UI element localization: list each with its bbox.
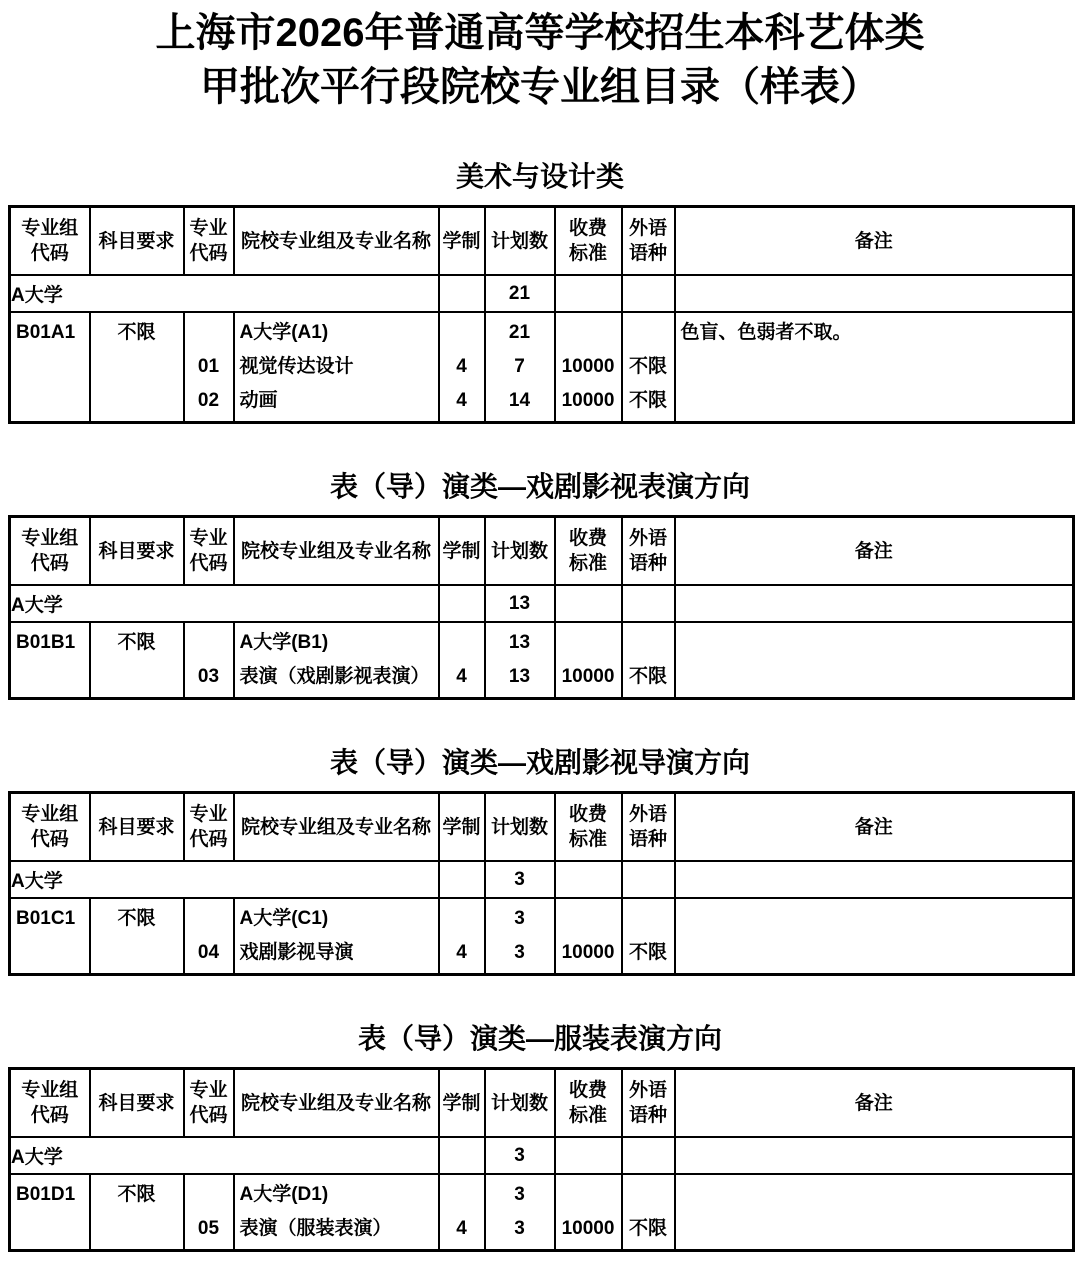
- document-title: [0, 6, 1080, 114]
- header-language: 外语 语种: [622, 1069, 675, 1138]
- duration-text: 4: [456, 1218, 467, 1239]
- major-code-text: 03: [197, 666, 220, 687]
- header-plan-count: 计划数: [485, 517, 555, 586]
- language-cell: [622, 898, 675, 975]
- plan-count-text: 13: [508, 632, 531, 653]
- plan-count-text: 3: [514, 942, 525, 963]
- language-text: [623, 1178, 674, 1212]
- major-code-text: [185, 626, 233, 660]
- header-language: 外语 语种: [622, 517, 675, 586]
- group-row: [10, 898, 1074, 975]
- language-cell: [622, 585, 675, 622]
- major-name-text: A大学(C1): [239, 908, 329, 929]
- duration-text: [440, 1178, 484, 1212]
- language-text: 不限: [628, 356, 667, 377]
- fee-cell: [555, 312, 622, 423]
- subject-requirement-cell: [90, 898, 184, 975]
- header-subject-requirement: 科目要求: [90, 1069, 184, 1138]
- duration-cell: [439, 622, 485, 699]
- table-header-row: [10, 517, 1074, 586]
- major-name-cell: [234, 622, 439, 699]
- major-name-text: A大学(A1): [239, 322, 329, 343]
- plan-count-cell: [485, 1174, 555, 1251]
- plan-count-text: 3: [514, 908, 525, 929]
- header-language: 外语 语种: [622, 207, 675, 276]
- major-name-text: 表演（戏剧影视表演）: [239, 666, 430, 687]
- remark-cell: [675, 898, 1074, 975]
- table-header-row: [10, 1069, 1074, 1138]
- group-row: [10, 622, 1074, 699]
- major-code-text: [185, 902, 233, 936]
- duration-cell: [439, 861, 485, 898]
- major-name-text: A大学(D1): [239, 1184, 329, 1205]
- fee-text: [556, 1178, 621, 1212]
- section-drama-performance: [0, 472, 1080, 700]
- header-subject-requirement: 科目要求: [90, 207, 184, 276]
- school-plan-cell: 21: [485, 275, 555, 312]
- group-row: [10, 1174, 1074, 1251]
- header-major-name: 院校专业组及专业名称: [234, 207, 439, 276]
- plan-count-text: 3: [514, 1184, 525, 1205]
- header-plan-count: 计划数: [485, 1069, 555, 1138]
- group-row: [10, 312, 1074, 423]
- section-title: 表（导）演类—戏剧影视表演方向: [329, 471, 750, 502]
- fee-cell: [555, 585, 622, 622]
- major-code-text: 04: [197, 942, 220, 963]
- header-major-code: 专业 代码: [184, 517, 234, 586]
- remark-text: 色盲、色弱者不取。: [680, 322, 852, 343]
- remark-cell: [675, 1137, 1074, 1174]
- section-title: 美术与设计类: [455, 161, 624, 192]
- document-title-line-1: 上海市2026年普通高等学校招生本科艺体类: [155, 11, 925, 55]
- header-remark: 备注: [675, 793, 1074, 862]
- language-cell: [622, 312, 675, 423]
- major-code-text: 05: [197, 1218, 220, 1239]
- remark-cell: [675, 622, 1074, 699]
- header-major-name: 院校专业组及专业名称: [234, 793, 439, 862]
- header-major-code: 专业 代码: [184, 1069, 234, 1138]
- language-text: [623, 626, 674, 660]
- group-code-text: B01C1: [16, 908, 76, 929]
- school-summary-row: [10, 585, 1074, 622]
- duration-text: 4: [456, 666, 467, 687]
- plan-count-cell: [485, 312, 555, 423]
- admission-table: [8, 515, 1075, 700]
- plan-count-cell: [485, 898, 555, 975]
- remark-cell: [675, 585, 1074, 622]
- header-remark: 备注: [675, 207, 1074, 276]
- fee-text: [556, 902, 621, 936]
- fee-cell: [555, 622, 622, 699]
- subject-requirement-text: 不限: [117, 1184, 156, 1205]
- subject-requirement-cell: [90, 622, 184, 699]
- header-subject-requirement: 科目要求: [90, 517, 184, 586]
- major-name-cell: [234, 1174, 439, 1251]
- duration-cell: [439, 275, 485, 312]
- section-fashion-performance: [0, 1024, 1080, 1252]
- major-code-cell: [184, 622, 234, 699]
- group-code-text: B01D1: [16, 1184, 76, 1205]
- fee-text: 10000: [561, 356, 615, 377]
- remark-text: [676, 1178, 1073, 1212]
- header-subject-requirement: 科目要求: [90, 793, 184, 862]
- major-name-text: 表演（服装表演）: [239, 1218, 392, 1239]
- major-code-cell: [184, 312, 234, 423]
- fee-text: [556, 316, 621, 350]
- group-code-text: B01A1: [16, 322, 76, 343]
- major-code-cell: [184, 898, 234, 975]
- header-group-code: 专业组 代码: [10, 1069, 90, 1138]
- table-header-row: [10, 207, 1074, 276]
- language-cell: [622, 275, 675, 312]
- major-name-cell: [234, 898, 439, 975]
- fee-text: [556, 626, 621, 660]
- remark-text: [676, 626, 1073, 660]
- header-group-code: 专业组 代码: [10, 207, 90, 276]
- duration-cell: [439, 1137, 485, 1174]
- fee-cell: [555, 898, 622, 975]
- admission-table: [8, 1067, 1075, 1252]
- header-duration: 学制: [439, 793, 485, 862]
- header-fee: 收费 标准: [555, 793, 622, 862]
- header-duration: 学制: [439, 207, 485, 276]
- school-name-cell: A大学: [10, 861, 439, 898]
- header-group-code: 专业组 代码: [10, 793, 90, 862]
- duration-cell: [439, 585, 485, 622]
- school-summary-row: [10, 275, 1074, 312]
- language-cell: [622, 1174, 675, 1251]
- remark-text: [676, 902, 1073, 936]
- group-code-text: B01B1: [16, 632, 76, 653]
- header-major-name: 院校专业组及专业名称: [234, 517, 439, 586]
- header-major-name: 院校专业组及专业名称: [234, 1069, 439, 1138]
- school-name-cell: A大学: [10, 585, 439, 622]
- section-title: 表（导）演类—戏剧影视导演方向: [329, 747, 750, 778]
- duration-text: [440, 902, 484, 936]
- duration-cell: [439, 312, 485, 423]
- duration-text: 4: [456, 942, 467, 963]
- header-fee: 收费 标准: [555, 207, 622, 276]
- school-name-cell: A大学: [10, 1137, 439, 1174]
- major-code-text: 01: [197, 356, 220, 377]
- header-fee: 收费 标准: [555, 517, 622, 586]
- major-code-text: 02: [197, 390, 220, 411]
- duration-text: [440, 316, 484, 350]
- subject-requirement-cell: [90, 1174, 184, 1251]
- plan-count-text: 3: [514, 1218, 525, 1239]
- language-text: 不限: [628, 942, 667, 963]
- major-name-text: 戏剧影视导演: [239, 942, 354, 963]
- school-plan-cell: 3: [485, 861, 555, 898]
- plan-count-text: 7: [514, 356, 525, 377]
- duration-text: 4: [456, 390, 467, 411]
- section-art-design: [0, 162, 1080, 424]
- group-code-cell: [10, 1174, 90, 1251]
- group-code-cell: [10, 312, 90, 423]
- school-summary-row: [10, 1137, 1074, 1174]
- language-text: [623, 902, 674, 936]
- remark-cell: [675, 1174, 1074, 1251]
- remark-cell: [675, 861, 1074, 898]
- fee-text: 10000: [561, 666, 615, 687]
- duration-cell: [439, 898, 485, 975]
- header-major-code: 专业 代码: [184, 207, 234, 276]
- fee-text: 10000: [561, 390, 615, 411]
- duration-cell: [439, 1174, 485, 1251]
- header-duration: 学制: [439, 517, 485, 586]
- language-cell: [622, 1137, 675, 1174]
- plan-count-cell: [485, 622, 555, 699]
- major-code-text: [185, 1178, 233, 1212]
- header-fee: 收费 标准: [555, 1069, 622, 1138]
- table-header-row: [10, 793, 1074, 862]
- header-remark: 备注: [675, 1069, 1074, 1138]
- fee-cell: [555, 1174, 622, 1251]
- group-code-cell: [10, 898, 90, 975]
- major-name-text: 视觉传达设计: [239, 356, 354, 377]
- language-text: 不限: [628, 1218, 667, 1239]
- header-duration: 学制: [439, 1069, 485, 1138]
- language-text: 不限: [628, 666, 667, 687]
- school-plan-cell: 3: [485, 1137, 555, 1174]
- fee-cell: [555, 1137, 622, 1174]
- school-summary-row: [10, 861, 1074, 898]
- major-code-cell: [184, 1174, 234, 1251]
- major-name-text: A大学(B1): [239, 632, 329, 653]
- major-name-text: 动画: [239, 390, 278, 411]
- plan-count-text: 13: [508, 666, 531, 687]
- remark-cell: [675, 275, 1074, 312]
- subject-requirement-text: 不限: [117, 908, 156, 929]
- fee-cell: [555, 861, 622, 898]
- header-group-code: 专业组 代码: [10, 517, 90, 586]
- header-plan-count: 计划数: [485, 207, 555, 276]
- header-major-code: 专业 代码: [184, 793, 234, 862]
- fee-text: 10000: [561, 942, 615, 963]
- header-remark: 备注: [675, 517, 1074, 586]
- subject-requirement-cell: [90, 312, 184, 423]
- major-code-text: [185, 316, 233, 350]
- language-text: [623, 316, 674, 350]
- subject-requirement-text: 不限: [117, 322, 156, 343]
- major-name-cell: [234, 312, 439, 423]
- school-name-cell: A大学: [10, 275, 439, 312]
- fee-text: 10000: [561, 1218, 615, 1239]
- subject-requirement-text: 不限: [117, 632, 156, 653]
- section-title: 表（导）演类—服装表演方向: [357, 1023, 722, 1054]
- language-cell: [622, 861, 675, 898]
- language-cell: [622, 622, 675, 699]
- fee-cell: [555, 275, 622, 312]
- group-code-cell: [10, 622, 90, 699]
- plan-count-text: 14: [508, 390, 531, 411]
- header-plan-count: 计划数: [485, 793, 555, 862]
- duration-text: 4: [456, 356, 467, 377]
- admission-table: [8, 205, 1075, 424]
- duration-text: [440, 626, 484, 660]
- remark-cell: [675, 312, 1074, 423]
- header-language: 外语 语种: [622, 793, 675, 862]
- language-text: 不限: [628, 390, 667, 411]
- plan-count-text: 21: [508, 322, 531, 343]
- admission-table: [8, 791, 1075, 976]
- section-drama-directing: [0, 748, 1080, 976]
- document-title-line-2: 甲批次平行段院校专业组目录（样表）: [200, 65, 880, 109]
- school-plan-cell: 13: [485, 585, 555, 622]
